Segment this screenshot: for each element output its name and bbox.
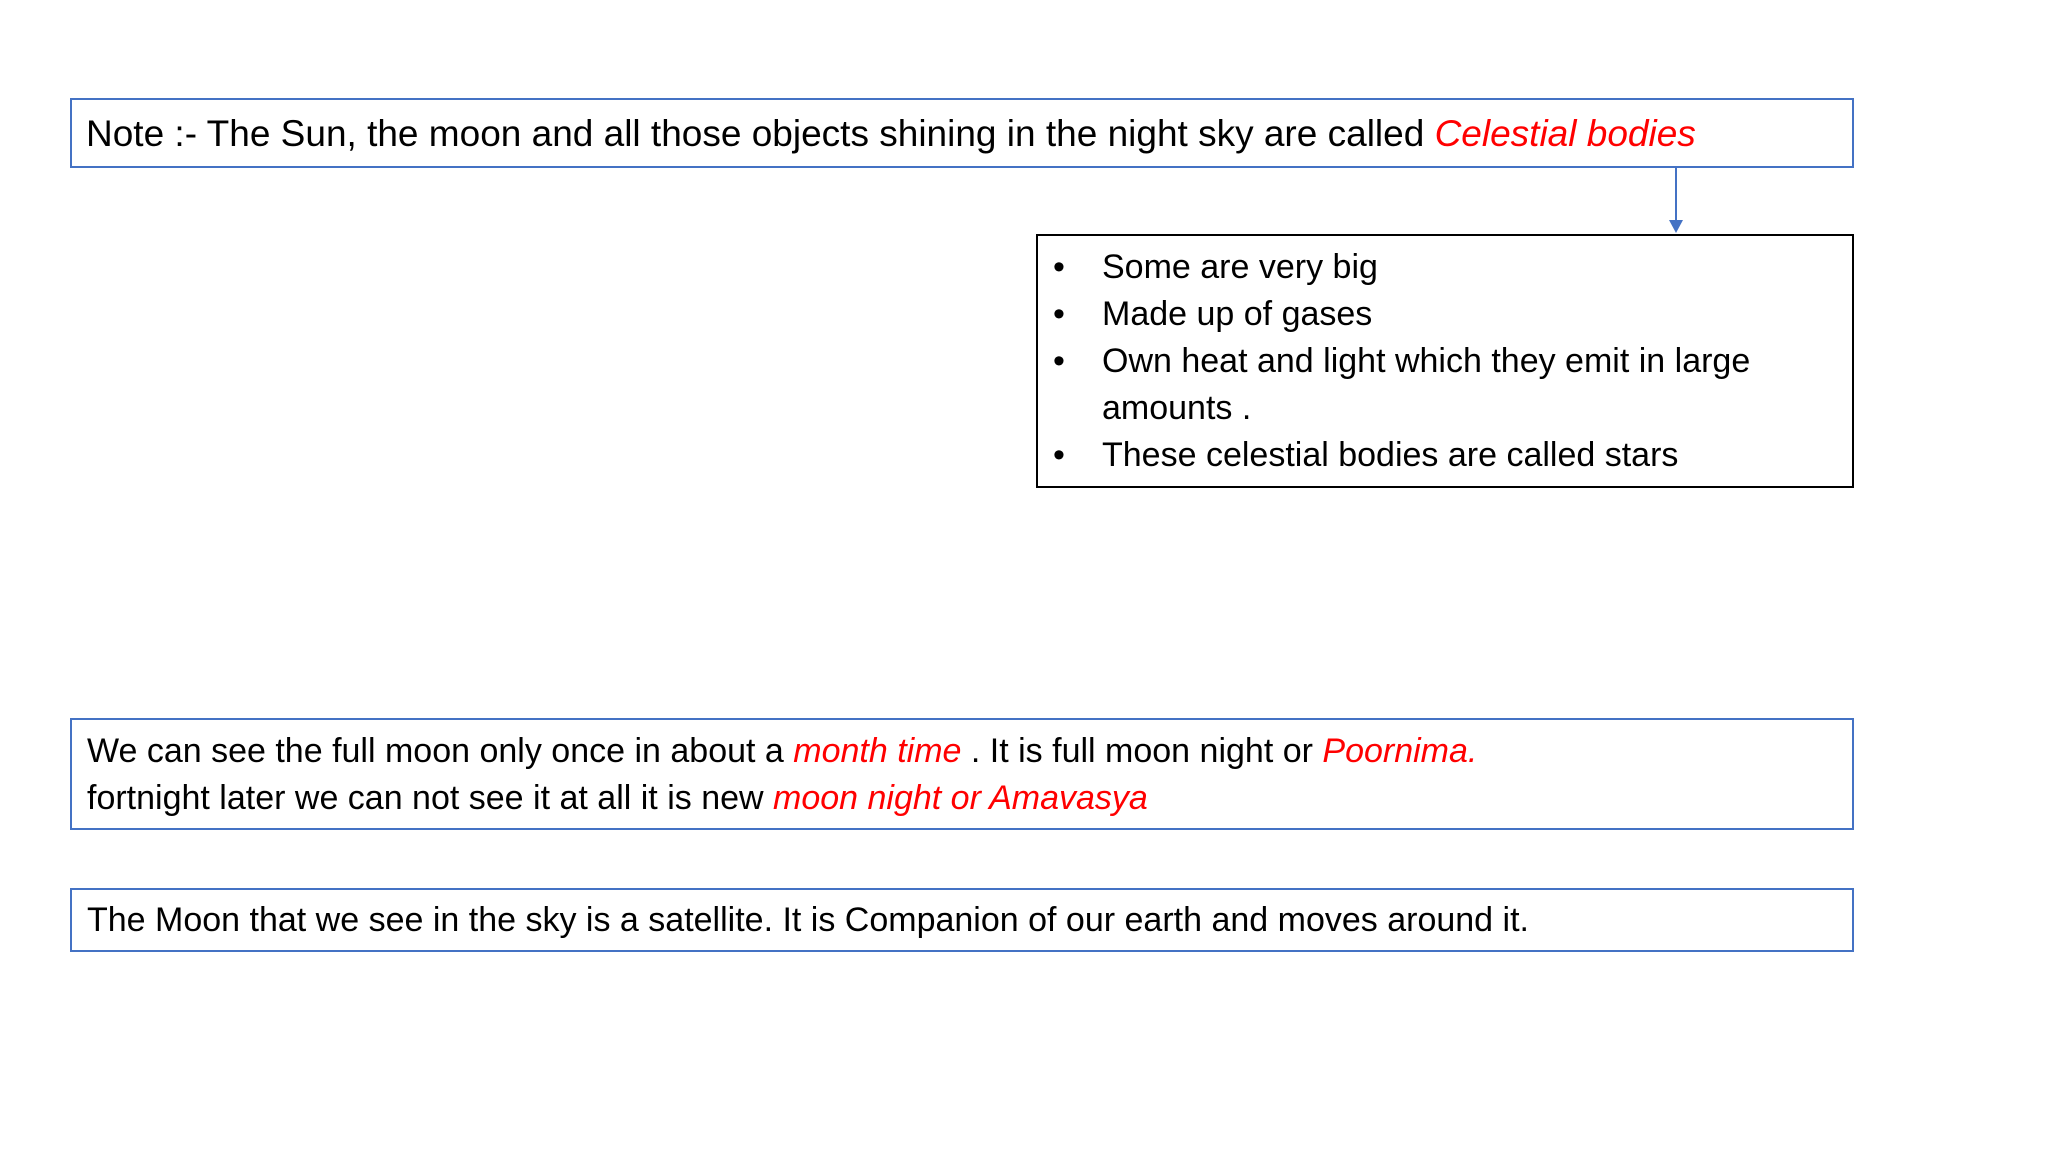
- note-text: Note :- The Sun, the moon and all those objects shining in the night sky are called: [86, 113, 1435, 154]
- stars-characteristics-box: [1036, 234, 1854, 488]
- moon-phases-line-1: [87, 728, 1852, 775]
- moon-phases-box: [70, 718, 1854, 830]
- satellite-text: The Moon that we see in the sky is a satellite. It is Companion of our earth and moves around it.: [87, 901, 1529, 939]
- moon-text: We can see the full moon only once in about a: [87, 732, 794, 770]
- arrow-down-icon: [1669, 220, 1683, 233]
- stars-bullet-list: [1038, 244, 1842, 479]
- bullet-icon: •: [1053, 295, 1065, 333]
- connector-arrow-line: [1675, 168, 1677, 220]
- moon-text: . It is full moon night or: [961, 732, 1323, 770]
- list-item: [1038, 432, 1842, 479]
- bullet-icon: •: [1053, 436, 1065, 474]
- list-item: [1038, 244, 1842, 291]
- moon-phases-line-2: [87, 775, 1852, 822]
- bullet-icon: •: [1053, 248, 1065, 286]
- list-item: [1038, 338, 1842, 432]
- celestial-bodies-term: Celestial bodies: [1434, 113, 1696, 154]
- satellite-box: [70, 888, 1854, 952]
- poornima-term: Poornima.: [1322, 732, 1478, 770]
- month-time-term: month time: [793, 732, 962, 770]
- list-item-text: Made up of gases: [1102, 295, 1373, 333]
- list-item-text: Some are very big: [1102, 248, 1378, 286]
- moon-text: fortnight later we can not see it at all it is new: [87, 779, 774, 817]
- bullet-icon: •: [1053, 342, 1065, 380]
- list-item-text: Own heat and light which they emit in large amounts .: [1102, 342, 1751, 427]
- note-box: [70, 98, 1854, 168]
- list-item: [1038, 291, 1842, 338]
- list-item-text: These celestial bodies are called stars: [1102, 436, 1679, 474]
- amavasya-term: moon night or Amavasya: [773, 779, 1148, 817]
